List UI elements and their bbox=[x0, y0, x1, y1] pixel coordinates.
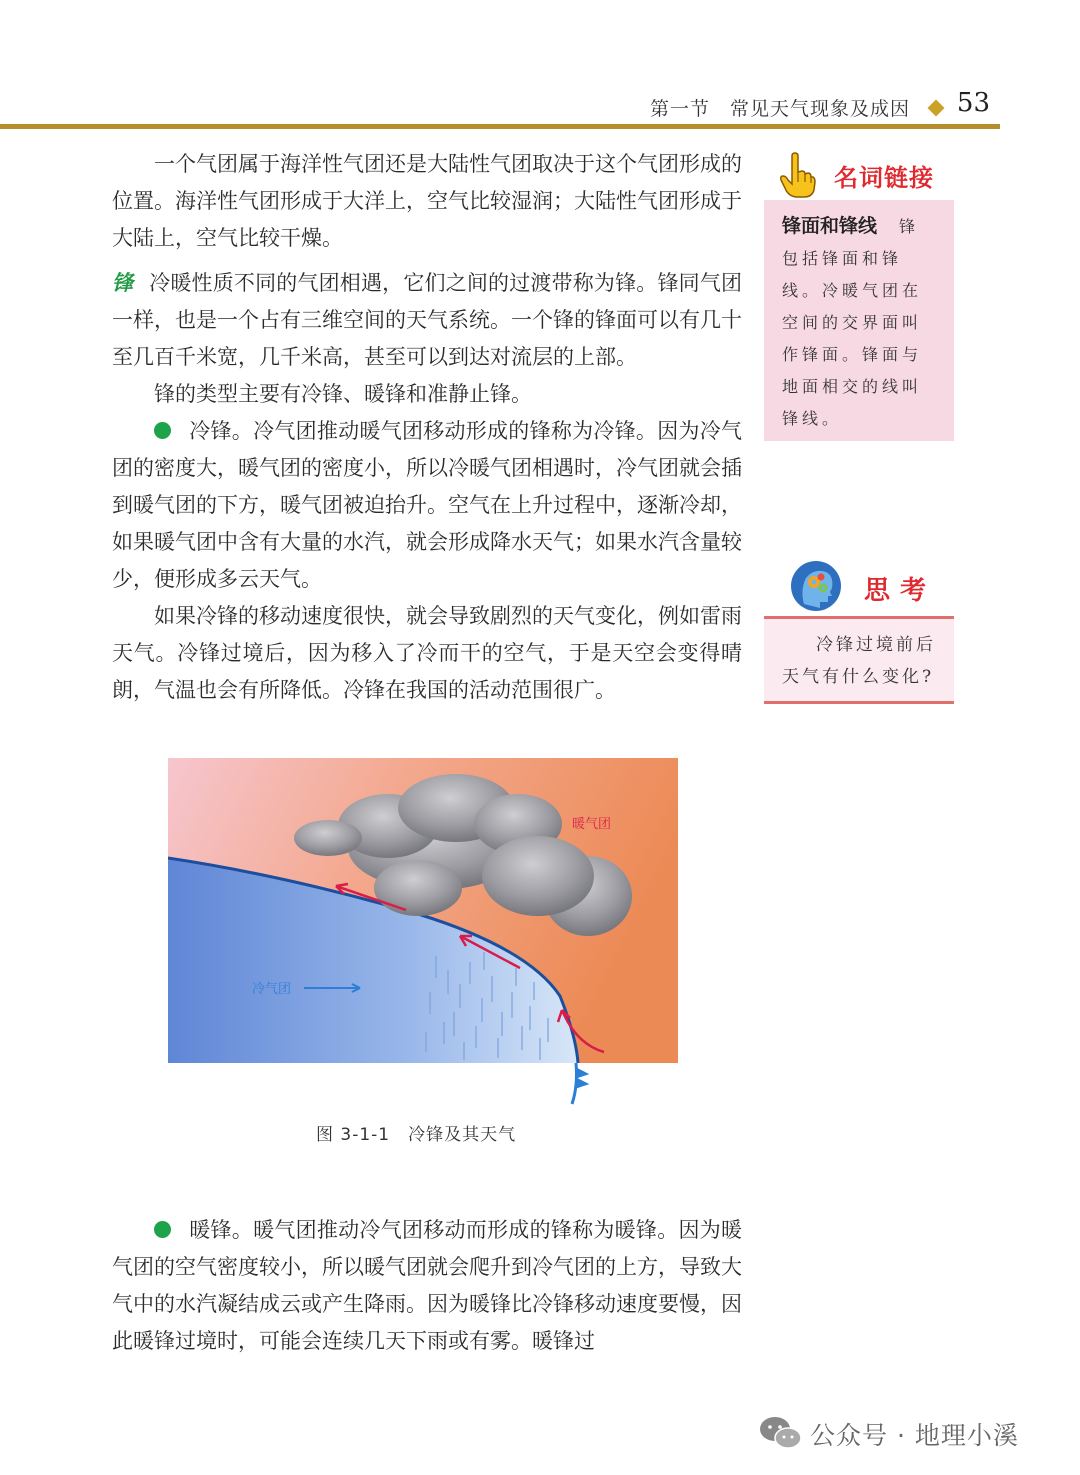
main-text bbox=[112, 146, 742, 709]
page-number: 53 bbox=[956, 88, 990, 118]
think-box bbox=[764, 556, 954, 704]
paragraph-front-text: 冷暖性质不同的气团相遇，它们之间的过渡带称为锋。锋同气团一样，也是一个占有三维空间的天气系统。一个锋的锋面可以有几十至几百千米宽，几千米高，甚至可以到达对流层的上部。 bbox=[112, 271, 743, 369]
paragraph-cold-front bbox=[112, 413, 742, 598]
term-front: 锋 bbox=[112, 271, 134, 295]
section-title: 第一节 常见天气现象及成因 bbox=[649, 98, 910, 120]
think-title: 思考 bbox=[864, 576, 937, 606]
think-text: 冷锋过境前后天气有什么变化? bbox=[782, 635, 936, 687]
figure-caption: 图 3-1-1 冷锋及其天气 bbox=[316, 1125, 517, 1145]
paragraph-front bbox=[112, 265, 742, 376]
glossary-header bbox=[764, 148, 954, 200]
think-question bbox=[764, 619, 954, 704]
cold-front-symbol-line bbox=[572, 1063, 577, 1104]
paragraph-warm-front-text: 暖锋。暖气团推动冷气团移动而形成的锋称为暖锋。因为暖气团的空气密度较小，所以暖气团就会爬升到冷气团的上方，导致大气中的水汽凝结成云或产生降雨。因为暖锋比冷锋移动速度要慢，因此暖锋过境时，可能会连续几天下雨或有雾。暖锋过 bbox=[112, 1218, 742, 1353]
bullet-dot-icon bbox=[154, 1221, 171, 1238]
cold-front-figure bbox=[168, 756, 680, 1116]
diamond-icon bbox=[928, 100, 945, 117]
paragraph-air-mass: 一个气团属于海洋性气团还是大陆性气团取决于这个气团形成的位置。海洋性气团形成于大洋上，空气比较湿润；大陆性气团形成于大陆上，空气比较干燥。 bbox=[112, 152, 742, 250]
glossary-body bbox=[764, 200, 954, 441]
watermark bbox=[758, 1412, 1058, 1460]
cold-front-diagram bbox=[168, 756, 680, 1116]
bullet-dot-icon bbox=[154, 422, 171, 439]
cold-air-label: 冷气团 bbox=[252, 982, 292, 997]
paragraph-front-types: 锋的类型主要有冷锋、暖锋和准静止锋。 bbox=[154, 382, 532, 406]
header-rule bbox=[0, 124, 1000, 129]
glossary-term: 锋面和锋线 bbox=[782, 215, 878, 237]
paragraph-cold-front-fast: 如果冷锋的移动速度很快，就会导致剧烈的天气变化，例如雷雨天气。冷锋过境后，因为移入了冷而干的空气，于是天空会变得晴朗，气温也会有所降低。冷锋在我国的活动范围很广。 bbox=[112, 604, 742, 702]
glossary-title: 名词链接 bbox=[834, 164, 934, 192]
glossary-definition: 锋包括锋面和锋线。冷暖气团在空间的交界面叫作锋面。锋面与地面相交的线叫锋线。 bbox=[782, 217, 923, 428]
glossary-box bbox=[764, 148, 954, 441]
main-text-continued bbox=[112, 1212, 742, 1360]
warm-air-label: 暖气团 bbox=[572, 817, 612, 832]
brain-gears-icon bbox=[790, 560, 842, 612]
think-header bbox=[764, 556, 954, 616]
wechat-icon bbox=[758, 1414, 802, 1452]
page-header bbox=[0, 88, 1000, 130]
paragraph-cold-front-text: 冷锋。冷气团推动暖气团移动形成的锋称为冷锋。因为冷气团的密度大，暖气团的密度小，所以冷暖气团相遇时，冷气团就会插到暖气团的下方，暖气团被迫抬升。空气在上升过程中，逐渐冷却，如果暖气团中含有大量的水汽，就会形成降水天气；如果水汽含量较少，便形成多云天气。 bbox=[112, 419, 742, 591]
pointing-hand-icon bbox=[778, 152, 816, 198]
paragraph-warm-front bbox=[112, 1212, 742, 1360]
glossary-text bbox=[782, 210, 938, 435]
watermark-text: 公众号 · 地理小溪 bbox=[810, 1421, 1019, 1450]
